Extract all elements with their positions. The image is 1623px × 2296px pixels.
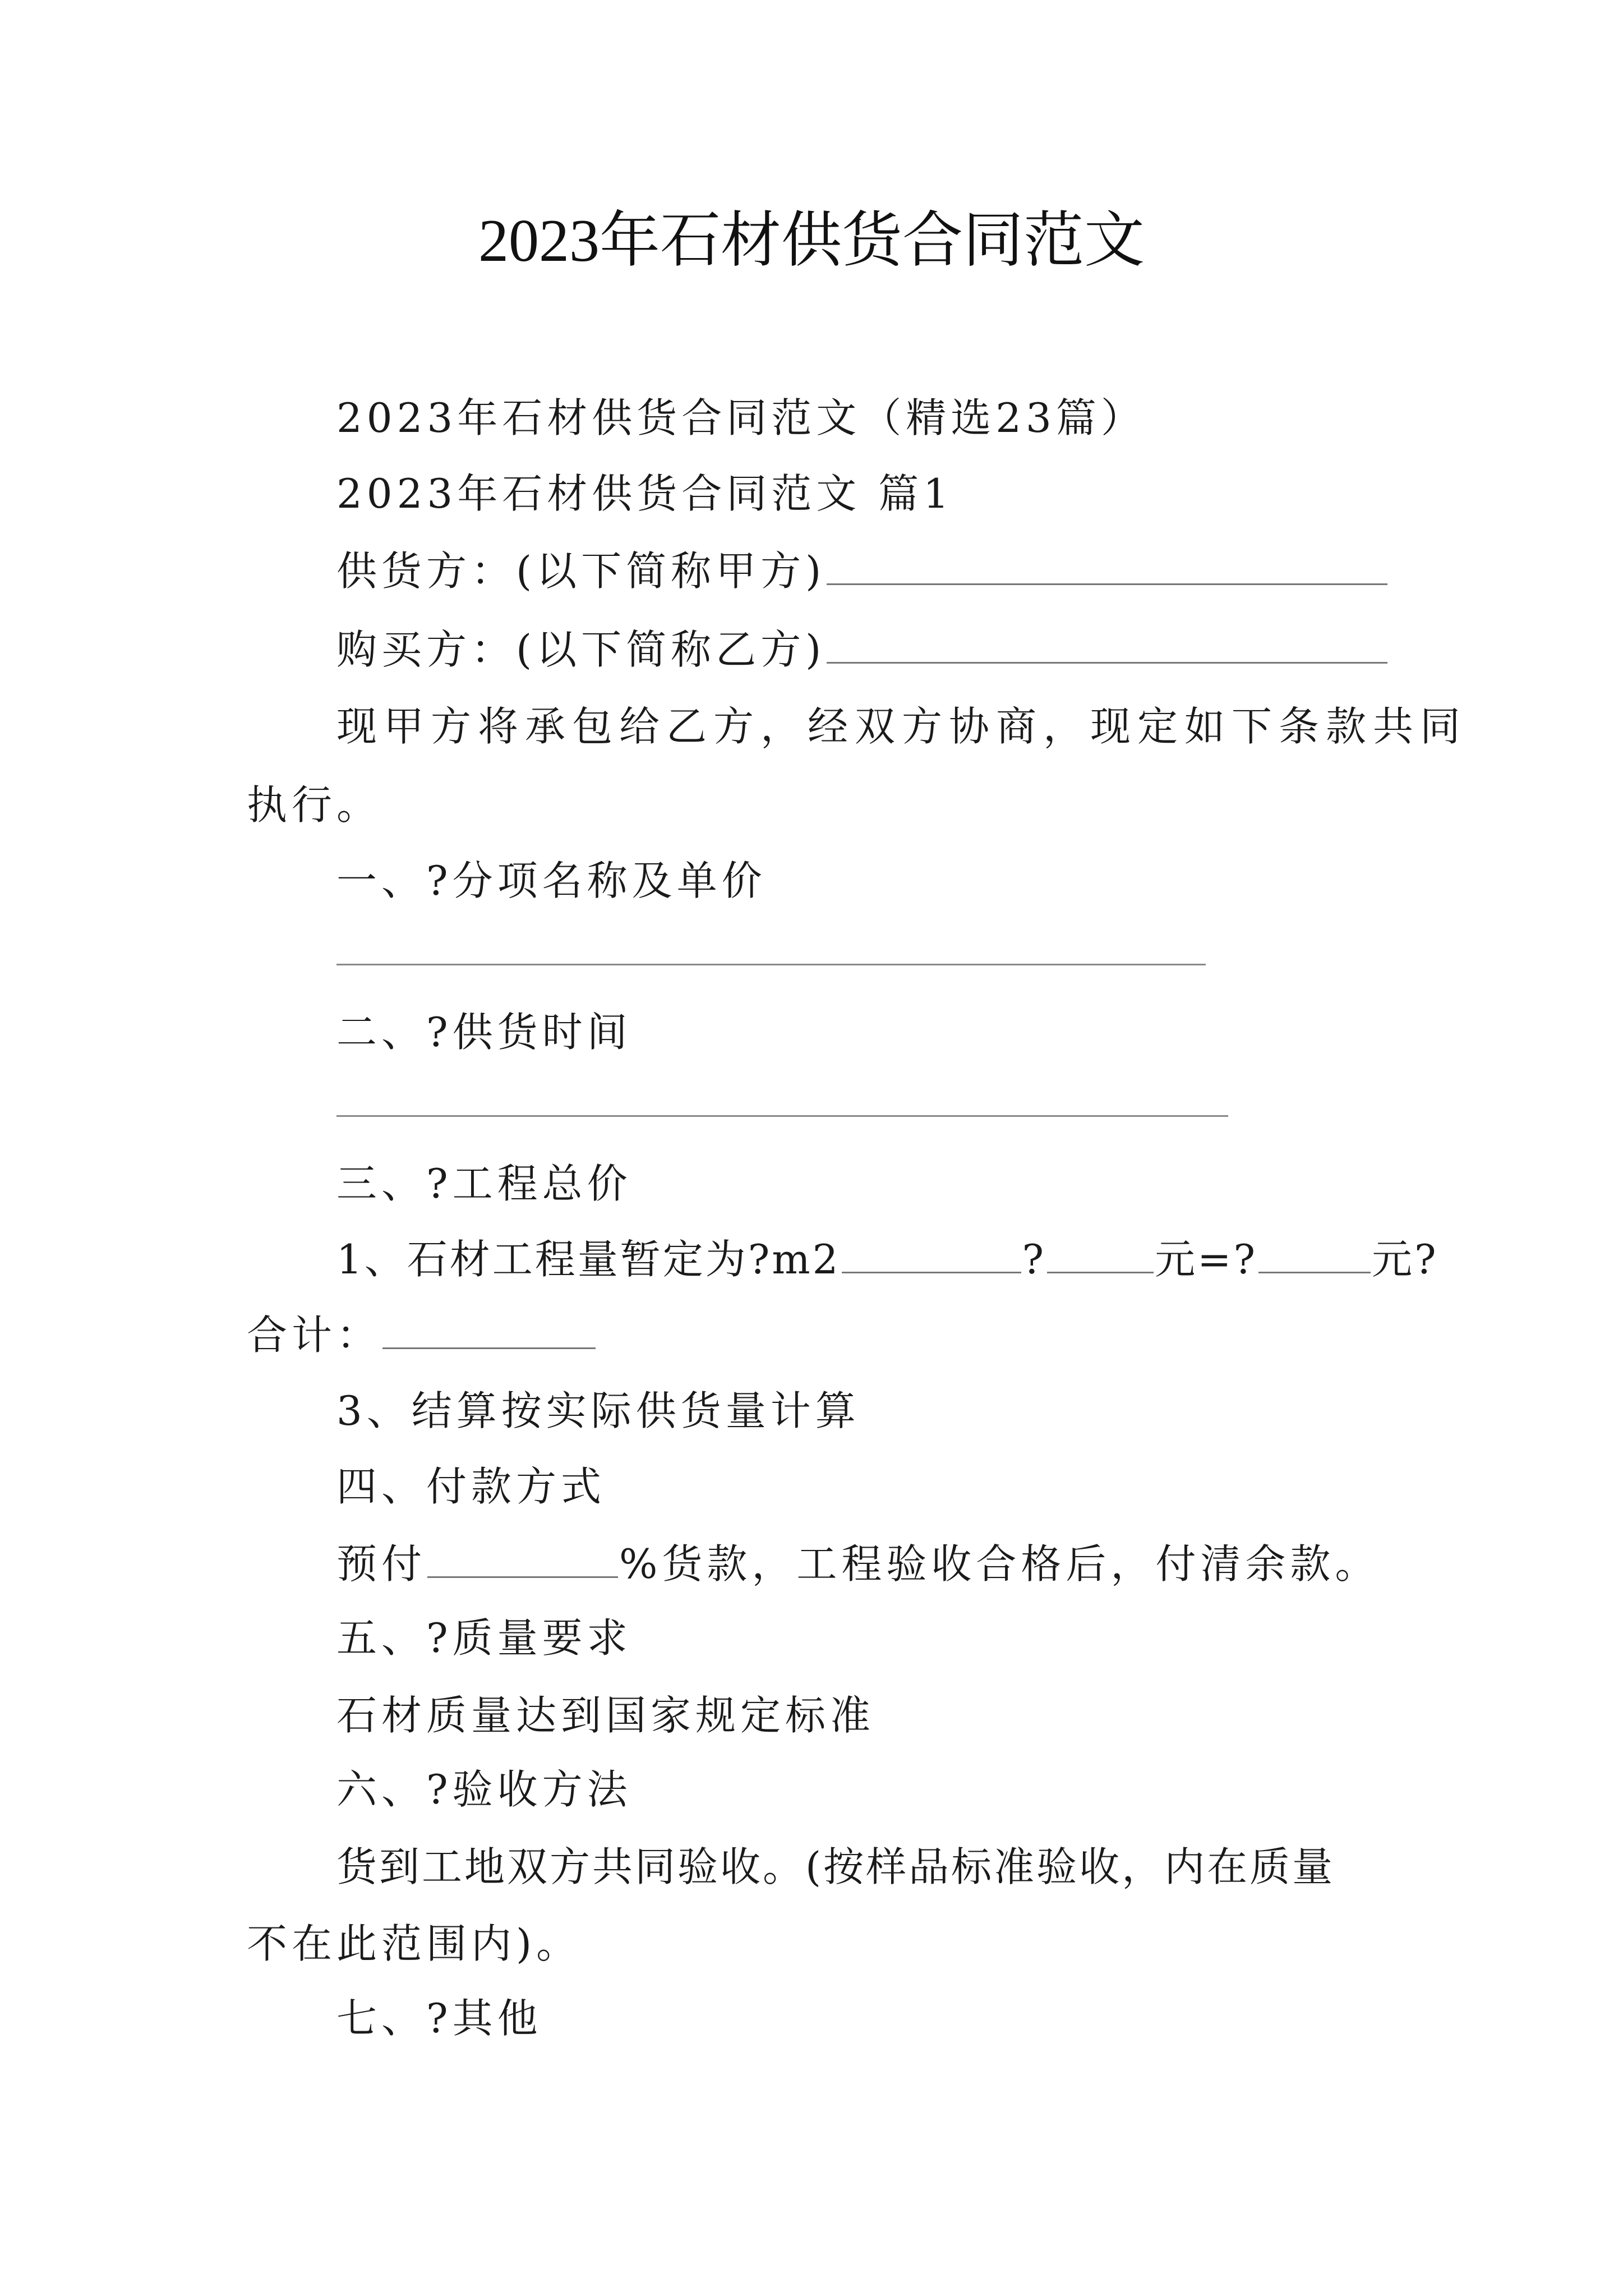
quantity-blank [842, 1231, 1021, 1273]
clause-6-text-line-1: 货到工地双方共同验收。(按样品标准验收，内在质量 [336, 1843, 1335, 1890]
subtitle: 2023年石材供货合同范文（精选23篇） [336, 394, 1146, 441]
prepay-suffix: %货款，工程验收合格后，付清余款。 [619, 1540, 1380, 1588]
total-blank [382, 1307, 596, 1349]
supplier-blank [827, 543, 1387, 585]
clause-6-text-line-2: 不在此范围内)。 [247, 1920, 582, 1967]
clause-1-blank-line [336, 964, 1206, 965]
clause-1-heading: 一、?分项名称及单价 [336, 857, 767, 904]
unit-price-blank [1047, 1231, 1154, 1273]
clause-4-heading: 四、付款方式 [336, 1463, 606, 1510]
intro-line-2: 执行。 [247, 781, 382, 829]
buyer-line [336, 622, 1389, 678]
clause-3-heading: 三、?工程总价 [336, 1160, 632, 1207]
clause-2-heading: 二、?供货时间 [336, 1009, 632, 1056]
clause-7-heading: 七、?其他 [336, 1995, 542, 2042]
clause-3-total-line [247, 1307, 597, 1363]
clause-2-blank-line [336, 1115, 1228, 1117]
amount-blank [1258, 1231, 1371, 1273]
amount-unit: 元? [1372, 1236, 1438, 1283]
clause-5-text: 石材质量达到国家规定标准 [336, 1692, 875, 1739]
clause-3-item-3: 3、结算按实际供货量计算 [336, 1387, 860, 1434]
clause-4-text [336, 1536, 1380, 1592]
supplier-label: 供货方：(以下简称甲方) [336, 547, 826, 595]
prepay-label: 预付 [336, 1540, 427, 1588]
prepay-blank [427, 1536, 618, 1578]
unit-price-marker: ? [1022, 1236, 1046, 1283]
buyer-label: 购买方：(以下简称乙方) [336, 626, 826, 673]
total-label: 合计： [247, 1312, 382, 1359]
section-heading: 2023年石材供货合同范文 篇1 [336, 470, 953, 517]
clause-5-heading: 五、?质量要求 [336, 1614, 632, 1662]
buyer-blank [827, 622, 1387, 664]
clause-6-heading: 六、?验收方法 [336, 1766, 632, 1813]
supplier-line [336, 543, 1389, 599]
document-title: 2023年石材供货合同范文 [478, 208, 1145, 274]
quantity-label: 1、石材工程量暂定为?m2 [336, 1236, 841, 1283]
intro-line-1: 现甲方将承包给乙方，经双方协商，现定如下条款共同 [336, 703, 1468, 750]
clause-3-item-1 [336, 1231, 1438, 1287]
amount-marker: 元=? [1155, 1236, 1258, 1283]
